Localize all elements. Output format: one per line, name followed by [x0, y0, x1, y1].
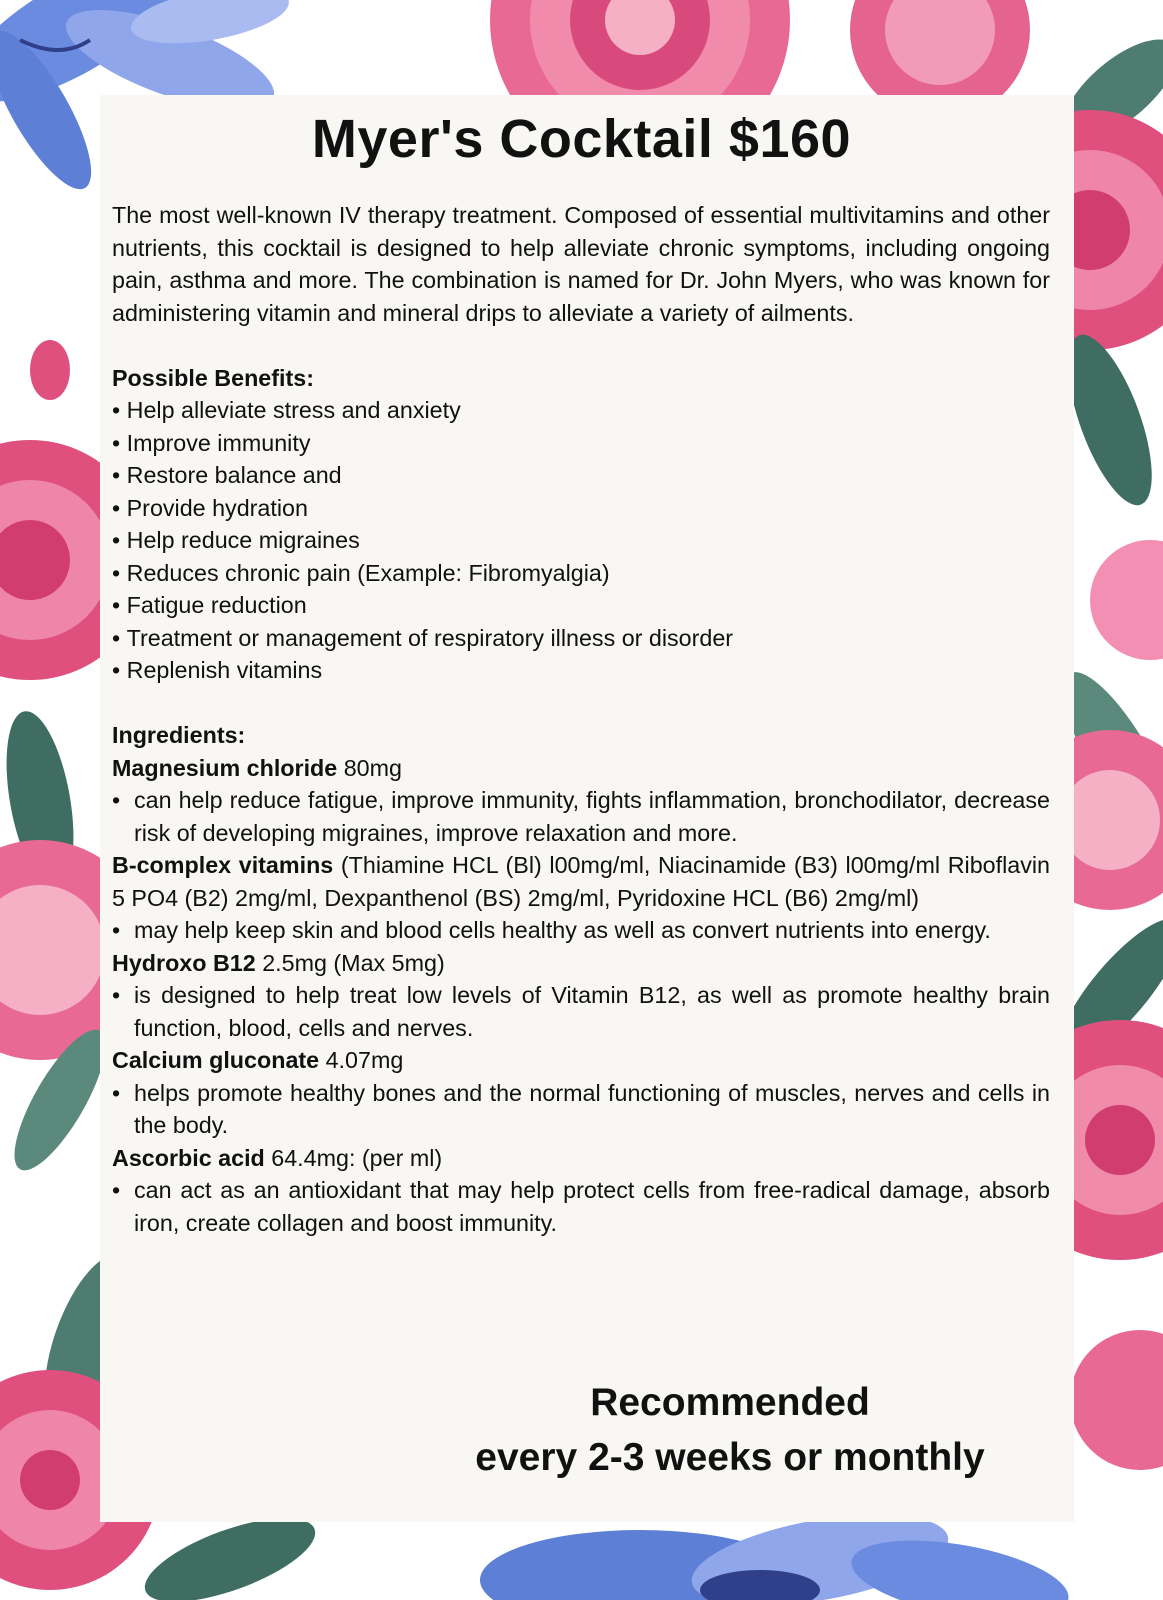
ingredient-dose: 2.5mg (Max 5mg): [255, 949, 445, 976]
ingredient-hydroxo-b12: [112, 947, 1050, 1045]
ingredients-heading: Ingredients:: [112, 722, 246, 748]
ingredient-name: Calcium gluconate: [112, 1047, 320, 1073]
ingredient-description: • can act as an antioxidant that may help protect cells from free-radical damage, absorb iron, create collagen and boost immunity.: [112, 1174, 1050, 1239]
list-item: • Treatment or management of respiratory illness or disorder: [112, 622, 1050, 655]
page-title: Myer's Cocktail $160: [311, 109, 852, 169]
ingredient-name: Hydroxo B12: [112, 949, 256, 976]
ingredient-dose: 80mg: [337, 754, 402, 781]
list-item: • Help alleviate stress and anxiety: [112, 394, 1050, 427]
ingredient-description: • is designed to help treat low levels of Vitamin B12, as well as promote healthy brain function, blood, cells and nerves.: [112, 979, 1050, 1044]
intro-paragraph: The most well-known IV therapy treatment. Composed of essential multivitamins and other nutrients, this cocktail is designed to help alleviate chronic symptoms, including ongoing pain, asthma and more. The combination is named for Dr. John Myers, who was known for administering vitamin and mineral drips to alleviate a variety of ailments.: [112, 202, 1050, 326]
ingredient-b-complex: [112, 849, 1050, 947]
ingredient-description: • can help reduce fatigue, improve immunity, fights inflammation, bronchodilator, decrease risk of developing migraines, improve relaxation and more.: [112, 784, 1050, 849]
recommendation-line-2: every 2-3 weeks or monthly: [475, 1436, 985, 1479]
benefits-heading: Possible Benefits:: [112, 364, 314, 391]
ingredient-name: Magnesium chloride: [112, 754, 338, 781]
ingredient-name: B-complex vitamins: [112, 852, 334, 878]
recommendation-callout: [430, 1375, 1030, 1485]
list-item: • Fatigue reduction: [112, 589, 1050, 622]
list-item: • Restore balance and: [112, 459, 1050, 492]
ingredient-name: Ascorbic acid: [112, 1144, 265, 1171]
ingredient-dose: (Thiamine HCL (Bl) l00mg/ml, Niacinamide (B3) l00mg/ml Riboflavin 5 PO4 (B2) 2mg/ml, Dexpanthenol (BS) 2mg/ml, Pyridoxine HCL (B6) 2mg/ml): [112, 852, 1050, 911]
list-item: • Replenish vitamins: [112, 654, 1050, 687]
list-item: • Help reduce migraines: [112, 524, 1050, 557]
ingredient-magnesium: [112, 752, 1050, 850]
ingredient-ascorbic-acid: [112, 1142, 1050, 1240]
list-item: • Reduces chronic pain (Example: Fibromyalgia): [112, 557, 1050, 590]
recommendation-line-1: Recommended: [590, 1381, 870, 1424]
ingredient-description: • helps promote healthy bones and the normal functioning of muscles, nerves and cells in the body.: [112, 1077, 1050, 1142]
ingredient-calcium-gluconate: [112, 1044, 1050, 1142]
ingredient-description: • may help keep skin and blood cells healthy as well as convert nutrients into energy.: [112, 914, 1050, 947]
ingredient-dose: 4.07mg: [319, 1047, 404, 1073]
list-item: • Provide hydration: [112, 492, 1050, 525]
benefits-list: [112, 394, 1050, 687]
list-item: • Improve immunity: [112, 427, 1050, 460]
main-content: [112, 199, 1050, 1239]
ingredient-dose: 64.4mg: (per ml): [264, 1144, 443, 1171]
